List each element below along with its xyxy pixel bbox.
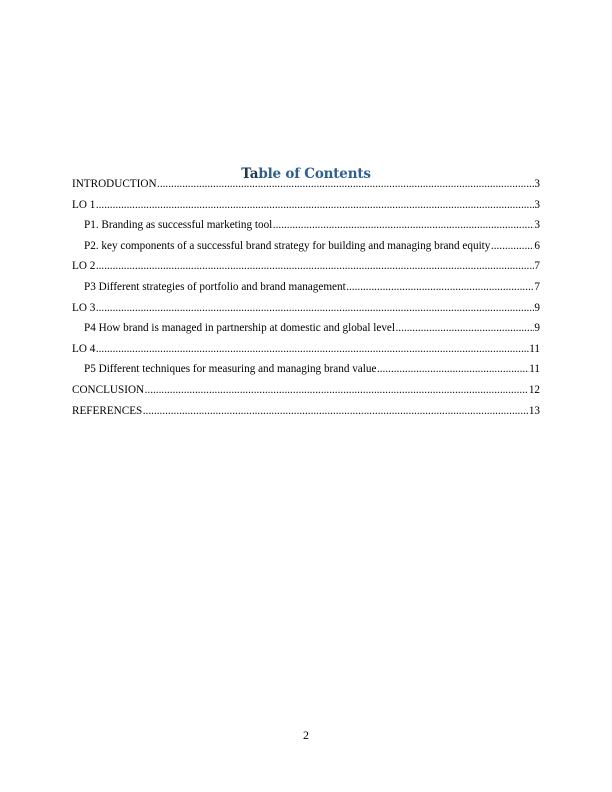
toc-title-rest: ble of Contents [258, 166, 371, 183]
toc-title-head: Ta [241, 166, 259, 183]
toc-entry-label: P4 How brand is managed in partnership at domestic and global level [84, 322, 395, 335]
toc-entry-label: CONCLUSION [72, 383, 145, 396]
toc-entry-page: 11 [529, 363, 540, 376]
toc-entry-lo2[interactable] [72, 256, 540, 277]
toc-entry-page: 12 [528, 383, 540, 396]
toc-dot-leader [145, 380, 529, 401]
toc-dot-leader [96, 195, 534, 216]
toc-dot-leader [96, 298, 534, 319]
toc-entry-page: 11 [529, 342, 540, 355]
page-number: 2 [303, 728, 309, 742]
toc-entry-page: 6 [534, 239, 540, 252]
toc-entry-label: LO 4 [72, 342, 96, 355]
toc-entry-label: P1. Branding as successful marketing tool [84, 219, 273, 232]
toc-dot-leader [377, 359, 529, 380]
toc-entry-label: P3 Different strategies of portfolio and brand management [84, 280, 346, 293]
toc-list [72, 174, 540, 421]
toc-entry-label: LO 3 [72, 301, 96, 314]
toc-entry-page: 13 [528, 404, 540, 417]
toc-entry-page: 9 [534, 301, 540, 314]
toc-entry-label: LO 1 [72, 198, 96, 211]
toc-dot-leader [491, 236, 534, 257]
toc-dot-leader [96, 339, 529, 360]
toc-entry-p2[interactable] [72, 236, 540, 257]
toc-dot-leader [273, 215, 534, 236]
toc-entry-label: REFERENCES [72, 404, 143, 417]
toc-entry-p5[interactable] [72, 359, 540, 380]
toc-dot-leader [96, 256, 534, 277]
toc-dot-leader [157, 174, 534, 195]
toc-entry-lo1[interactable] [72, 195, 540, 216]
toc-entry-label: LO 2 [72, 260, 96, 273]
toc-entry-p3[interactable] [72, 277, 540, 298]
toc-dot-leader [346, 277, 534, 298]
toc-entry-p4[interactable] [72, 318, 540, 339]
toc-entry-conclusion[interactable] [72, 380, 540, 401]
toc-entry-label: P5 Different techniques for measuring and managing brand value [84, 363, 377, 376]
toc-entry-references[interactable] [72, 401, 540, 422]
toc-dot-leader [396, 318, 534, 339]
toc-entry-page: 3 [534, 178, 540, 190]
toc-entry-page: 9 [534, 322, 540, 335]
toc-dot-leader [143, 401, 529, 422]
toc-entry-page: 3 [534, 198, 540, 211]
toc-entry-page: 3 [534, 219, 540, 232]
toc-entry-p1[interactable] [72, 215, 540, 236]
toc-entry-label: INTRODUCTION [72, 178, 157, 190]
toc-entry-page: 7 [534, 260, 540, 273]
toc-entry-label: P2. key components of a successful brand strategy for building and managing brand equity [84, 239, 491, 252]
toc-entry-lo3[interactable] [72, 298, 540, 319]
toc-entry-introduction[interactable] [72, 174, 540, 195]
toc-entry-lo4[interactable] [72, 339, 540, 360]
toc-entry-page: 7 [534, 280, 540, 293]
